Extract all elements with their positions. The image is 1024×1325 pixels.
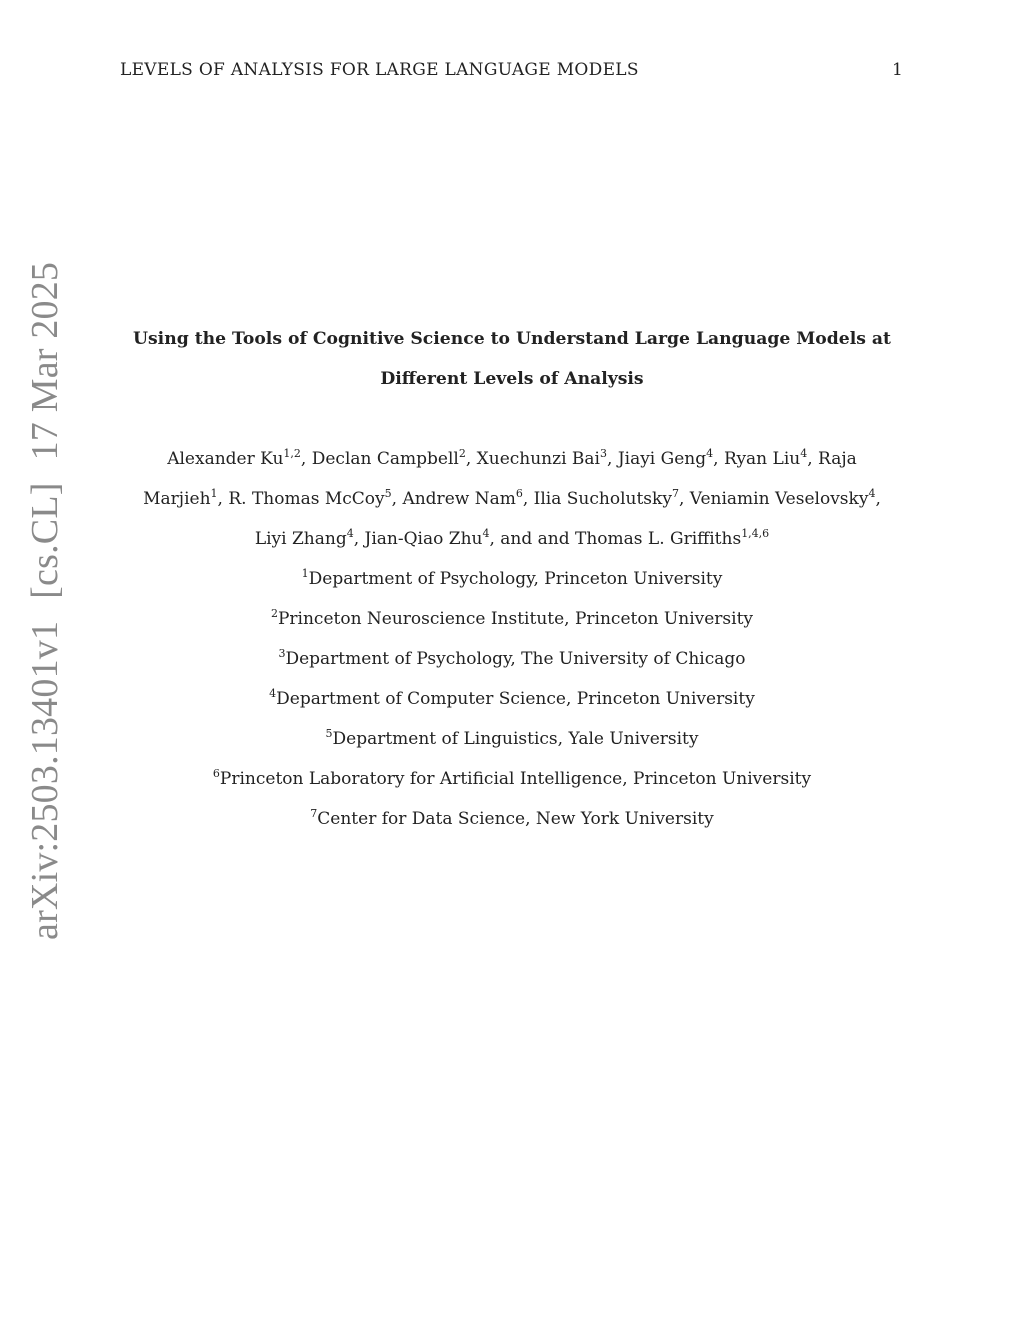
- affiliation-mark: 4: [269, 687, 277, 700]
- author-separator: ,: [678, 489, 690, 509]
- affiliation-1: [0, 569, 1024, 589]
- author-name: Jian-Qiao Zhu: [364, 529, 483, 549]
- author-line-3: [0, 529, 1024, 549]
- author-name: Jiayi Geng: [617, 449, 707, 469]
- author-affiliation-mark: 5: [384, 487, 392, 500]
- author-name: and and Thomas L. Griffiths: [500, 529, 742, 549]
- affiliation-text: Department of Linguistics, Yale University: [332, 729, 699, 749]
- affiliation-text: Princeton Neuroscience Institute, Princeton University: [277, 609, 754, 629]
- author-affiliation-mark: 4: [482, 527, 490, 540]
- author-affiliation-mark: 6: [515, 487, 523, 500]
- affiliation-6: [0, 769, 1024, 789]
- author-affiliation-mark: 2: [458, 447, 466, 460]
- author-name: Andrew Nam: [402, 489, 516, 509]
- author-separator: ,: [807, 449, 819, 469]
- author-separator: ,: [391, 489, 403, 509]
- author-line-1: [0, 449, 1024, 469]
- author-line-2: [0, 489, 1024, 509]
- affiliation-mark: 1: [301, 567, 309, 580]
- affiliation-text: Department of Psychology, Princeton University: [308, 569, 723, 589]
- author-separator: ,: [217, 489, 229, 509]
- affiliation-mark: 7: [310, 807, 318, 820]
- author-name: Ryan Liu: [723, 449, 801, 469]
- affiliation-text: Department of Computer Science, Princeton University: [276, 689, 755, 709]
- author-separator: ,: [465, 449, 477, 469]
- page-number: 1: [892, 60, 903, 80]
- author-name: Alexander Ku: [167, 449, 284, 469]
- author-name: Ilia Sucholutsky: [533, 489, 672, 509]
- affiliation-mark: 2: [270, 607, 278, 620]
- affiliation-mark: 6: [212, 767, 220, 780]
- author-separator: ,: [875, 489, 881, 509]
- affiliation-text: Center for Data Science, New York University: [317, 809, 714, 829]
- author-separator: ,: [300, 449, 312, 469]
- author-separator: ,: [489, 529, 501, 549]
- author-name: Xuechunzi Bai: [476, 449, 600, 469]
- author-name: Declan Campbell: [311, 449, 459, 469]
- author-affiliation-mark: 1,4,6: [741, 527, 770, 540]
- affiliation-3: [0, 649, 1024, 669]
- author-separator: ,: [353, 529, 365, 549]
- author-affiliation-mark: 7: [671, 487, 679, 500]
- paper-title-line-1: Using the Tools of Cognitive Science to Understand Large Language Models at: [133, 329, 891, 349]
- affiliation-4: [0, 689, 1024, 709]
- affiliation-2: [0, 609, 1024, 629]
- author-name-part: Marjieh: [143, 489, 211, 509]
- author-separator: ,: [713, 449, 724, 469]
- author-affiliation-mark: 3: [600, 447, 607, 460]
- affiliation-mark: 3: [278, 647, 286, 660]
- affiliation-text: Princeton Laboratory for Artificial Intelligence, Princeton University: [219, 769, 812, 789]
- author-name: Liyi Zhang: [254, 529, 347, 549]
- author-separator: ,: [607, 449, 618, 469]
- affiliation-text: Department of Psychology, The University of Chicago: [285, 649, 746, 669]
- arxiv-stamp[interactable]: [23, 262, 67, 940]
- author-affiliation-mark: 4: [346, 527, 354, 540]
- author-affiliation-mark: 4: [706, 447, 714, 460]
- paper-title-line-2: Different Levels of Analysis: [380, 369, 644, 389]
- affiliation-7: [0, 809, 1024, 829]
- affiliation-mark: 5: [325, 727, 333, 740]
- author-affiliation-mark: 4: [868, 487, 876, 500]
- author-affiliation-mark: 1,2: [283, 447, 301, 460]
- author-name: Veniamin Veselovsky: [689, 489, 869, 509]
- author-name: R. Thomas McCoy: [228, 489, 385, 509]
- arxiv-id: arXiv:2503.13401v1: [24, 620, 66, 940]
- running-head: LEVELS OF ANALYSIS FOR LARGE LANGUAGE MODELS: [120, 60, 639, 80]
- author-affiliation-mark: 1: [210, 487, 218, 500]
- arxiv-category: [cs.CL]: [24, 482, 66, 599]
- arxiv-date: 17 Mar 2025: [24, 261, 66, 461]
- author-separator: ,: [522, 489, 534, 509]
- affiliation-5: [0, 729, 1024, 749]
- author-name-part: Raja: [818, 449, 857, 469]
- author-affiliation-mark: 4: [800, 447, 808, 460]
